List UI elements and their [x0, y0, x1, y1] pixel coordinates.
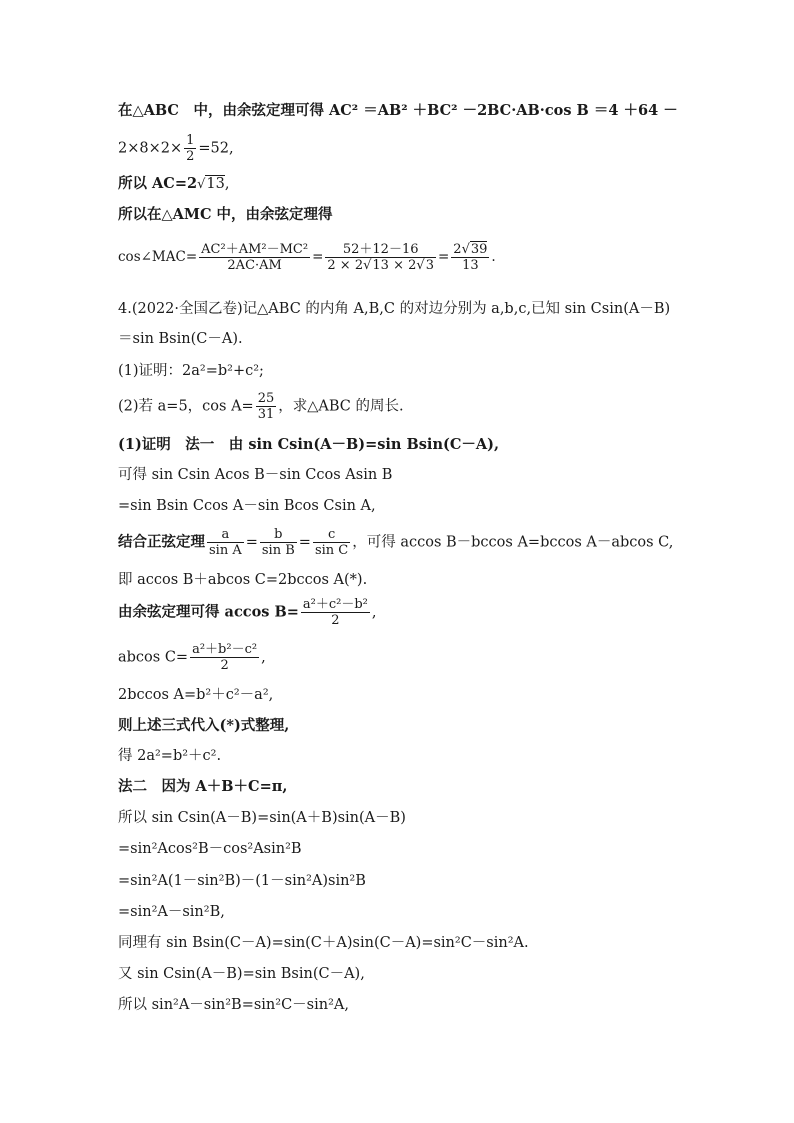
proof-line-14: =sin²A(1－sin²B)－(1－sin²A)sin²B: [118, 873, 366, 889]
problem-4-line-2: ＝sin Bsin(C－A).: [118, 331, 243, 347]
cosine-law-line-1: 由余弦定理可得 accos B= $\frac{\text{a²＋c²－b²}}{2}$ ,: [118, 597, 377, 628]
cosine-formula-line: cos∠MAC= $\frac{\text{AC²＋AM²－MC²}}{2AC\cdot AM}$ = $\frac{52+12-16}{2 \times 2√13 \times 2√3}$ = $\frac{2√39}{13}$ .: [118, 242, 496, 273]
proof-line-17: 又 sin Csin(A－B)=sin Bsin(C－A),: [118, 966, 365, 982]
fraction-cosc: $\frac{\text{a²＋b²－c²}}{2}$: [192, 642, 258, 673]
fraction-cosb: $\frac{\text{a²＋c²－b²}}{2}$: [302, 597, 368, 628]
proof-line-13: =sin²Acos²B－cos²Asin²B: [118, 841, 302, 857]
solution-line-4: 所以在△AMC 中，由余弦定理得: [118, 206, 333, 223]
proof-line-5: 即 accos B＋abcos C=2bccos A(*).: [118, 572, 368, 588]
solution-line-1: 在△ABC 中，由余弦定理可得 AC² ＝AB² ＋BC² －2BC·AB·cos B ＝4 ＋64 －: [118, 102, 678, 119]
proof-line-18: 所以 sin²A－sin²B=sin²C－sin²A,: [118, 997, 349, 1013]
proof-method-2-line: 法二 因为 A＋B＋C=π,: [118, 778, 288, 795]
fraction-cosine-law: $\frac{\text{AC²＋AM²－MC²}}{2AC\cdot AM}$: [201, 242, 309, 273]
proof-line-9: 则上述三式代入(*)式整理,: [118, 717, 290, 734]
fraction-c-over-sinc: $\frac{c}{\text{sin C}}$: [314, 527, 349, 558]
fraction-substituted: $\frac{52+12-16}{2 \times 2√13 \times 2√3}$: [327, 242, 434, 273]
proof-line-15: =sin²A－sin²B,: [118, 904, 225, 920]
proof-line-10: 得 2a²=b²＋c².: [118, 748, 222, 764]
solution-line-3: 所以 AC=2√13,: [118, 175, 230, 192]
sine-law-line: 结合正弦定理 $\frac{a}{\text{sin A}}$ = $\frac{b}{\text{sin B}}$ = $\frac{c}{\text{sin C}}$ ，可得 accos B－bccos A=bccos A－abcos C,: [118, 527, 674, 558]
fraction-a-over-sina: $\frac{a}{\text{sin A}}$: [209, 527, 242, 558]
proof-line-3: =sin Bsin Ccos A－sin Bcos Csin A,: [118, 498, 376, 514]
fraction-one-half: $\frac{1}{2}$: [186, 133, 195, 164]
fraction-cos-a: $\frac{25}{31}$: [257, 391, 275, 422]
proof-method-1-line: (1)证明 法一 由 sin Csin(A－B)=sin Bsin(C－A),: [118, 436, 500, 453]
problem-4-line-1: 4.(2022·全国乙卷)记△ABC 的内角 A,B,C 的对边分别为 a,b,c,已知 sin Csin(A－B): [118, 301, 671, 317]
problem-4-part-1: (1)证明：2a²=b²+c²;: [118, 363, 264, 379]
cosine-law-line-2: abcos C= $\frac{\text{a²＋b²－c²}}{2}$ ,: [118, 642, 266, 673]
proof-line-12: 所以 sin Csin(A－B)=sin(A＋B)sin(A－B): [118, 810, 406, 826]
proof-line-8: 2bccos A=b²＋c²－a²,: [118, 687, 274, 703]
proof-line-16: 同理有 sin Bsin(C－A)=sin(C＋A)sin(C－A)=sin²C－sin²A.: [118, 935, 529, 951]
solution-line-2: 2×8×2× $\frac{1}{2}$ =52,: [118, 133, 234, 164]
fraction-b-over-sinb: $\frac{b}{\text{sin B}}$: [261, 527, 295, 558]
proof-line-2: 可得 sin Csin Acos B－sin Ccos Asin B: [118, 467, 393, 483]
fraction-result: $\frac{2√39}{13}$: [453, 242, 488, 273]
problem-4-part-2: (2)若 a=5，cos A= $\frac{25}{31}$ ，求△ABC 的周长.: [118, 391, 404, 422]
